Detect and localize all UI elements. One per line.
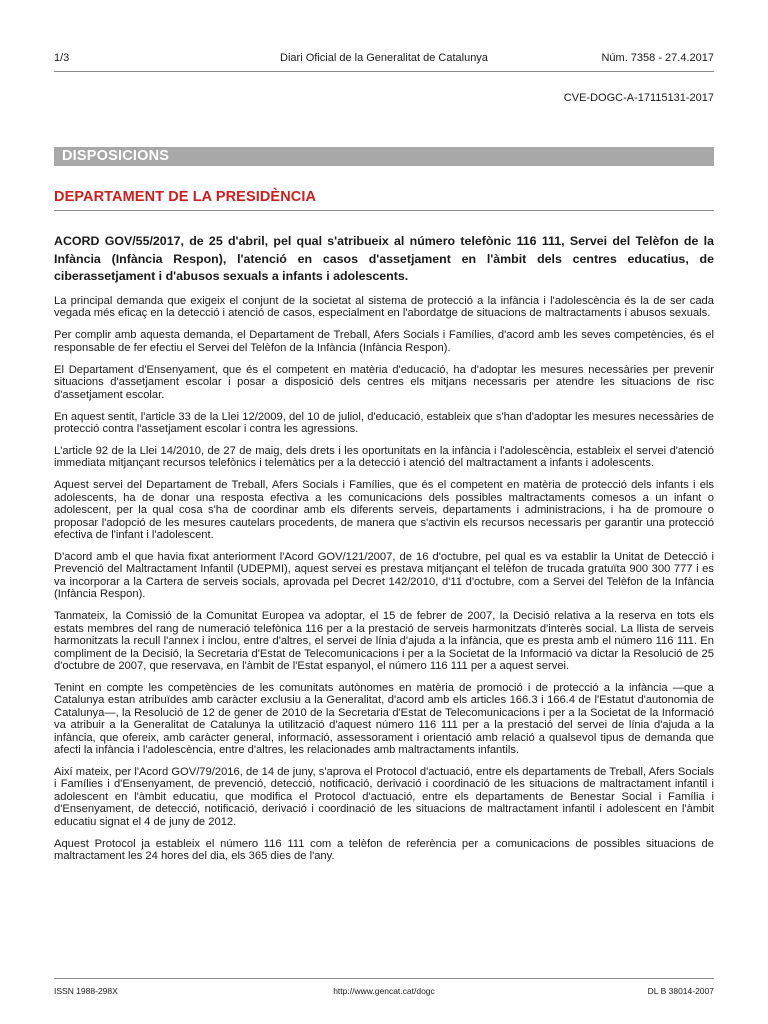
issue-number: Núm. 7358 - 27.4.2017 — [601, 52, 714, 64]
footer-divider — [54, 978, 714, 979]
cve-code: CVE-DOGC-A-17115131-2017 — [563, 92, 714, 104]
page-number: 1/3 — [54, 52, 70, 64]
legal-deposit: DL B 38014-2007 — [647, 986, 714, 996]
website-link[interactable]: http://www.gencat.cat/dogc — [333, 986, 435, 996]
section-heading: DISPOSICIONS — [54, 147, 714, 166]
body-paragraph: Aquest servei del Departament de Treball, Afers Socials i Famílies, que és el competent en matèria de protecció dels infants i els adolescents, ha de donar una resposta efectiva a les comunicacions dels possibles maltractaments comesos a un infant o adolescent, per la qual cosa s'ha de coordinar amb els diferents serveis, departaments i administracions, i ha de promoure o proposar l'adopció de les mesures cautelars procedents, de manera que s'activin els recursos necessaris per garantir una protecció efectiva de l'infant i l'adolescent. — [54, 479, 714, 542]
document-body — [54, 295, 714, 872]
department-heading: DEPARTAMENT DE LA PRESIDÈNCIA — [54, 189, 317, 205]
body-paragraph: En aquest sentit, l'article 33 de la Llei 12/2009, del 10 de juliol, d'educació, estableix que s'han d'adoptar les mesures necessàries de protecció contra l'assetjament escolar i contra les agressions. — [54, 410, 714, 436]
header-divider — [54, 71, 714, 72]
body-paragraph: El Departament d'Ensenyament, que és el competent en matèria d'educació, ha d'adoptar les mesures necessàries per prevenir situacions d'assetjament escolar i posar a disposició dels centres els mitjans necessaris per atendre les situacions de risc d'assetjament escolar. — [54, 363, 714, 401]
body-paragraph: Així mateix, per l'Acord GOV/79/2016, de 14 de juny, s'aprova el Protocol d'actuació, entre els departaments de Treball, Afers Socials i Famílies i d'Ensenyament, de prevenció, detecció, notificació, derivació i coordinació de les situacions de maltractament infantil i adolescent en l'àmbit educatiu, que modifica el Protocol d'actuació, entre els departaments de Benestar Social i Família i d'Ensenyament, de detecció, notificació, derivació i coordinació de les situacions de maltractament infantil i adolescent en l'àmbit educatiu signat el 4 de juny de 2012. — [54, 765, 714, 828]
body-paragraph: La principal demanda que exigeix el conjunt de la societat al sistema de protecció a la infància i l'adolescència és la de ser cada vegada més eficaç en la detecció i atenció de casos, especialment en l'abordatge de situacions de maltractaments i abusos sexuals. — [54, 295, 714, 320]
page-header — [54, 52, 714, 68]
body-paragraph: D'acord amb el que havia fixat anteriorment l'Acord GOV/121/2007, de 16 d'octubre, pel qual es va establir la Unitat de Detecció i Prevenció del Maltractament Infantil (UDEPMI), aquest servei es prestava mitjançant el telèfon de trucada gratuïta 900 300 777 i es va incorporar a la Cartera de serveis socials, aprovada pel Decret 142/2010, d'11 d'octubre, com a Servei del Telèfon de la Infància (Infància Respon). — [54, 551, 714, 601]
body-paragraph: Tenint en compte les competències de les comunitats autònomes en matèria de promoció i de protecció a la infància —que a Catalunya estan atribuïdes amb caràcter exclusiu a la Generalitat, d'acord amb els articles 166.3 i 166.4 de l'Estatut d'autonomia de Catalunya—, la Resolució de 12 de gener de 2010 de la Secretaria d'Estat de Telecomunicacions i per a la Societat de la Informació va atribuir a la Generalitat de Catalunya la utilització d'aquest número 116 111 per a la prestació del servei de línia d'ajuda a la infància, que ofereix, amb caràcter general, informació, assessorament i orientació amb relació a qualsevol tipus de demanda que afecti la infància i l'adolescència, entre d'altres, les relacionades amb maltractaments infantils. — [54, 681, 714, 756]
issn: ISSN 1988-298X — [54, 986, 118, 996]
body-paragraph: L'article 92 de la Llei 14/2010, de 27 de maig, dels drets i les oportunitats en la infància i l'adolescència, estableix el servei d'atenció immediata mitjançant recursos telefònics i telemàtics per a la detecció i atenció del maltractament a infants i adolescents. — [54, 445, 714, 470]
body-paragraph: Aquest Protocol ja estableix el número 116 111 com a telèfon de referència per a comunicacions de possibles situacions de maltractament les 24 hores del dia, els 365 dies de l'any. — [54, 837, 714, 862]
page-footer — [54, 986, 714, 998]
body-paragraph: Tanmateix, la Comissió de la Comunitat Europea va adoptar, el 15 de febrer de 2007, la Decisió relativa a la reserva en tots els estats membres del rang de numeració telefònica 116 per a la prestació de serveis harmonitzats d'interès social. La llista de serveis harmonitzats la recull l'annex i inclou, entre d'altres, el servei de línia d'ajuda a la infància, que es presta amb el número 116 111. En compliment de la Decisió, la Secretaria d'Estat de Telecomunicacions i per a la Societat de la Informació va dictar la Resolució de 25 d'octubre de 2007, que reservava, en l'àmbit de l'Estat espanyol, el número 116 111 per a aquest servei. — [54, 610, 714, 672]
department-divider — [54, 210, 714, 211]
body-paragraph: Per complir amb aquesta demanda, el Departament de Treball, Afers Socials i Famílies, d'acord amb les seves competències, és el responsable de fer efectiu el Servei del Telèfon de la Infància (Infància Respon). — [54, 329, 714, 354]
journal-name: Diari Oficial de la Generalitat de Catalunya — [280, 52, 488, 64]
document-title: ACORD GOV/55/2017, de 25 d'abril, pel qual s'atribueix al número telefònic 116 111, Servei del Telèfon de la Infància (Infància Respon), l'atenció en casos d'assetjament en l'àmbit dels centres educatius, de ciberassetjament i d'abusos sexuals a infants i adolescents. — [54, 234, 714, 283]
